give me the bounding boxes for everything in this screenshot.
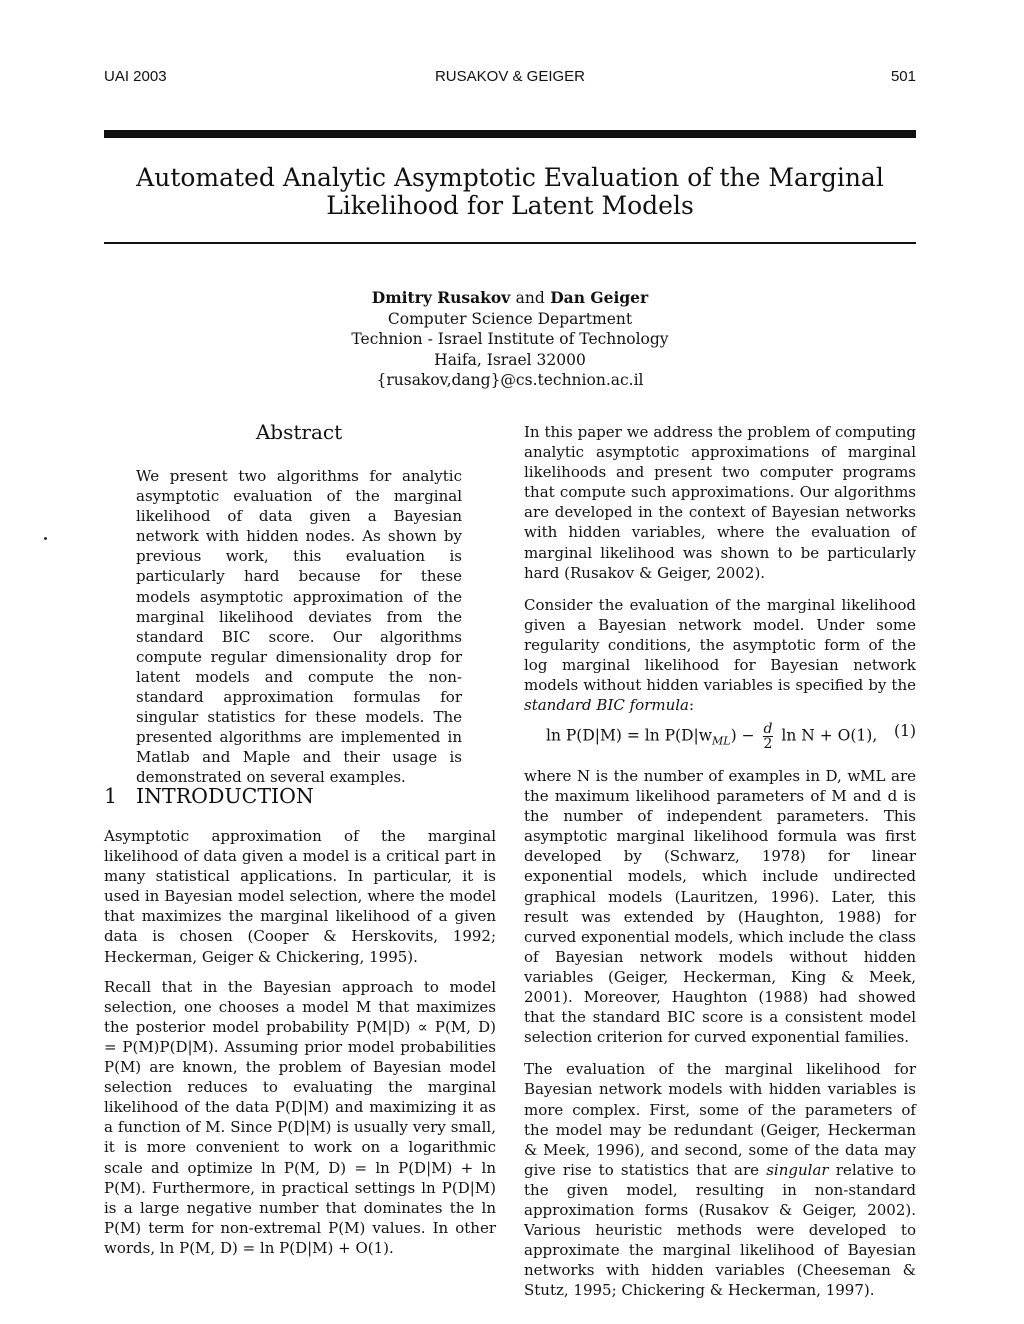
section-title: INTRODUCTION (136, 784, 314, 808)
running-header (104, 68, 916, 90)
abstract-body: We present two algorithms for analytic asymptotic evaluation of the marginal likelihood of data given a Bayesian network with hidden nodes. As shown by previous work, this evaluation is particularly hard because for these models asymptotic approximation of the marginal likelihood deviates from the standard BIC score. Our algorithms compute regular dimensionality drop for latent models and compute the non-standard approximation formulas for singular statistics for these models. The presented algorithms are implemented in Matlab and Maple and their usage is demonstrated on several examples. (136, 467, 462, 787)
right-column-top (524, 422, 916, 715)
author-conjunction: and (515, 289, 545, 307)
fraction-numerator: d (763, 721, 773, 737)
equation-fraction (763, 722, 774, 751)
right-paragraph-2 (524, 595, 916, 716)
right-paragraph-1: In this paper we address the problem of computing analytic asymptotic approximations of marginal likelihoods and present two computer programs that compute such approximations. Our algorithms are developed in the context of Bayesian networks with hidden variables, where the evaluation of marginal likelihood was shown to be particularly hard (Rusakov & Geiger, 2002). (524, 423, 916, 582)
title-line-2: Likelihood for Latent Models (326, 191, 694, 220)
author-names (300, 288, 720, 309)
running-title: RUSAKOV & GEIGER (434, 68, 586, 85)
right-paragraph-2-tail: : (689, 696, 695, 715)
scan-speck (44, 537, 47, 540)
equation-mid: ) − (730, 726, 755, 745)
author-email: {rusakov,dang}@cs.technion.ac.il (376, 371, 644, 389)
equation-subscript: ML (712, 734, 731, 748)
equation-number: (1) (894, 722, 916, 740)
right-paragraph-4-lead: The evaluation of the marginal likelihood for Bayesian network models with hidden variables is more complex. First, some of the parameters of the model may be redundant (Geiger, Heckerman & Meek, 1996), and second, some of the data may give rise to statistics that are (524, 1060, 916, 1179)
author-1: Dmitry Rusakov (371, 288, 511, 307)
right-paragraph-3: where N is the number of examples in D, wML are the maximum likelihood parameters of M and d is the number of independent parameters. This asymptotic marginal likelihood formula was first developed by (Schwarz, 1978) for linear exponential models, which include undirected graphical models (Lauritzen, 1996). Later, this result was extended by (Haughton, 1988) for curved exponential models, which include the class of Bayesian network models without hidden variables (Geiger, Heckerman, King & Meek, 2001). Moreover, Haughton (1988) had showed that the standard BIC score is a consistent model selection criterion for curved exponential families. (524, 767, 916, 1047)
author-block (300, 288, 720, 391)
author-institution: Technion - Israel Institute of Technology (351, 330, 669, 348)
venue-label: UAI 2003 (104, 68, 167, 85)
bic-formula-term: standard BIC formula (524, 696, 689, 715)
left-column-body (104, 826, 496, 1258)
right-column-bottom (524, 766, 916, 1300)
right-paragraph-4 (524, 1059, 916, 1300)
right-paragraph-2-lead: Consider the evaluation of the marginal likelihood given a Bayesian network model. Under some regularity conditions, the asymptotic form of the log marginal likelihood for Bayesian network models without hidden variables is specified by the (524, 595, 916, 695)
title-line-1: Automated Analytic Asymptotic Evaluation of the Marginal (136, 163, 884, 192)
singular-term: singular (766, 1160, 829, 1179)
section-number: 1 (104, 784, 118, 808)
equation-lhs: ln P(D|M) = ln P(D|w (546, 726, 713, 745)
page-number: 501 (890, 68, 916, 85)
abstract-heading: Abstract (255, 420, 343, 444)
fraction-denominator: 2 (763, 736, 773, 752)
paper-title (104, 164, 916, 220)
section-heading (104, 783, 496, 809)
equation-expression (546, 722, 877, 751)
title-bottom-rule (104, 242, 916, 244)
author-department: Computer Science Department (387, 309, 633, 328)
intro-paragraph-1: Asymptotic approximation of the marginal likelihood of data given a model is a critical part in many statistical applications. In particular, it is used in Bayesian model selection, where the model that maximizes the marginal likelihood of a given data is chosen (Cooper & Herskovits, 1992; Heckerman, Geiger & Chickering, 1995). (104, 827, 496, 966)
intro-paragraph-2: Recall that in the Bayesian approach to model selection, one chooses a model M that maximizes the posterior model probability P(M|D) ∝ P(M, D) = P(M)P(D|M). Assuming prior model probabilities P(M) are known, the problem of Bayesian model selection reduces to evaluating the marginal likelihood of the data P(D|M) and maximizing it as a function of M. Since P(D|M) is usually very small, it is more convenient to work on a logarithmic scale and optimize ln P(M, D) = ln P(D|M) + ln P(M). Furthermore, in practical settings ln P(D|M) is a large negative number that dominates the ln P(M) term for non-extremal P(M) values. In other words, ln P(M, D) = ln P(D|M) + O(1). (104, 977, 496, 1257)
author-2: Dan Geiger (550, 288, 649, 307)
author-address: Haifa, Israel 32000 (434, 350, 586, 369)
right-paragraph-4-tail: relative to the given model, resulting in non-standard approximation forms (Rusakov & Geiger, 2002). Various heuristic methods were developed to approximate the marginal likelihood of Bayesian networks with hidden variables (Cheeseman & Stutz, 1995; Chickering & Heckerman, 1997). (524, 1160, 916, 1300)
equation-rhs: ln N + O(1), (781, 726, 878, 745)
title-top-rule (104, 130, 916, 138)
bic-equation (524, 712, 916, 756)
